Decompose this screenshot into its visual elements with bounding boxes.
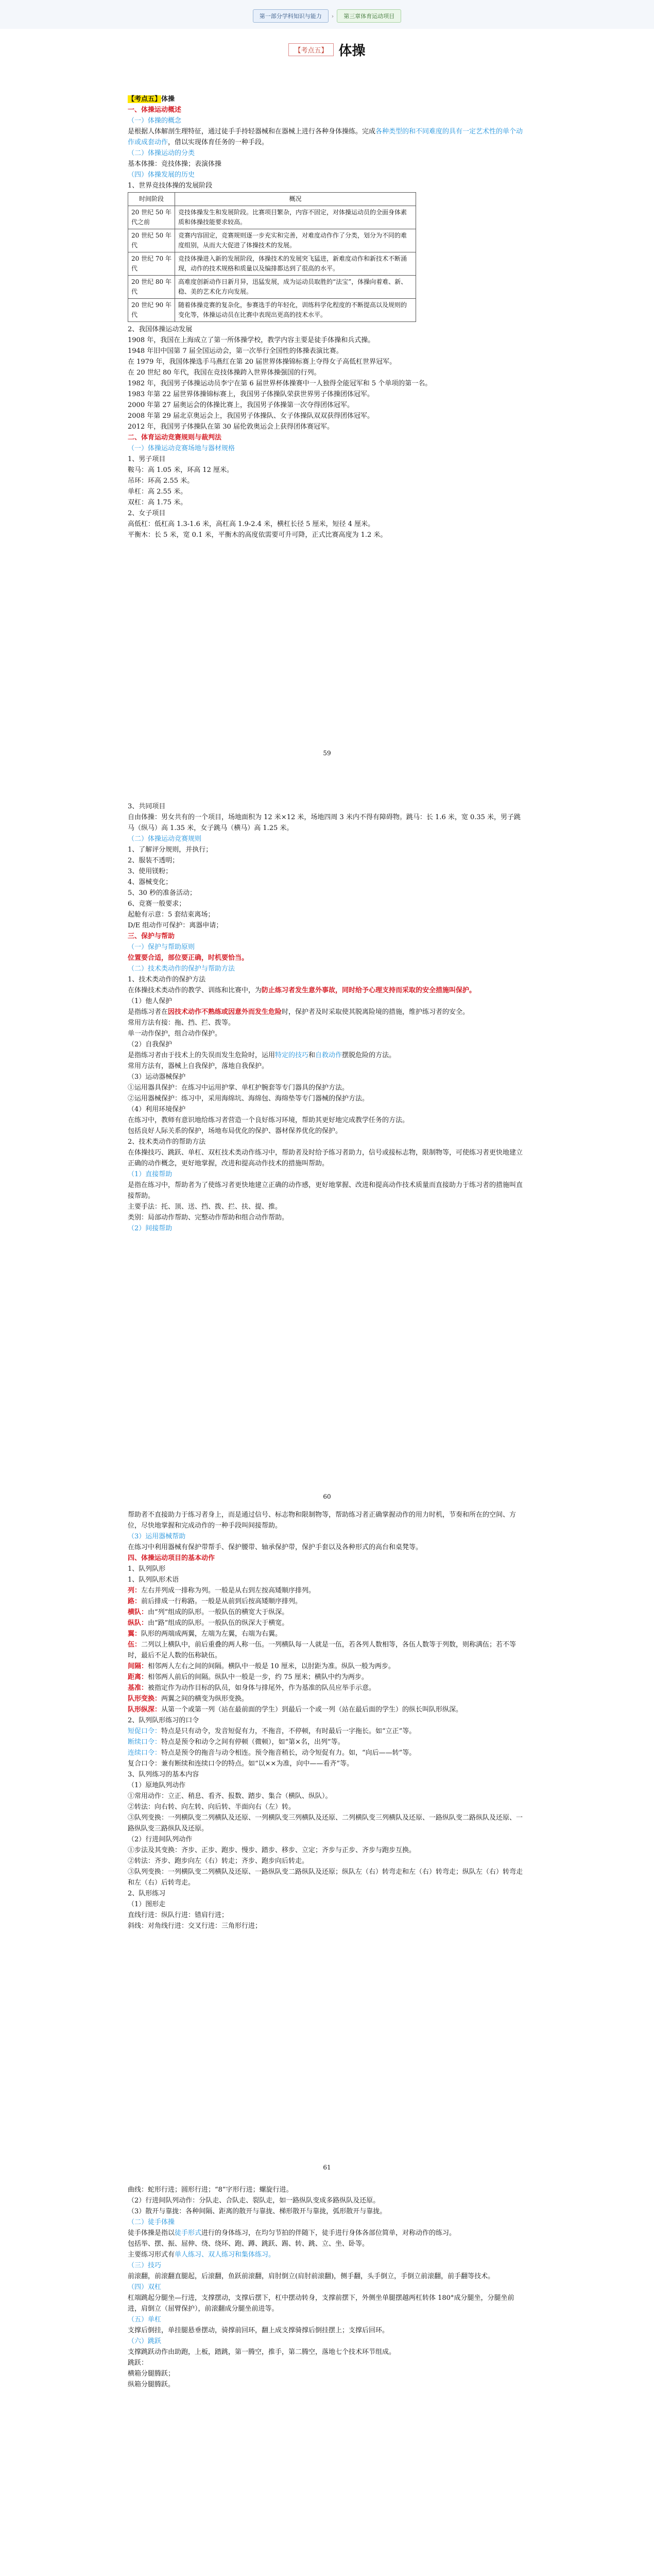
text-run: ，借以实现体育任务的一种手段。: [168, 139, 269, 146]
term-label: 间隔：: [128, 1663, 148, 1670]
paragraph: 单一动作保护，组合动作保护。: [128, 1030, 222, 1038]
paragraph: 支撑后倒挂，单挂腿悬垂摆动，骑撑前回环，翻上成支撑骑撑后倒挂摆上；支撑后回环。: [128, 2327, 389, 2334]
paragraph: 吊环：环高 2.55 米。: [128, 477, 194, 485]
paragraph: 3、队列练习的基本内容: [128, 1771, 199, 1778]
paragraph: 单杠：高 2.55 米。: [128, 488, 187, 496]
table-cell: 竞赛内容固定，竞赛规则逐一步充实和完善，对难度动作作了分类，划分为不同的难度组别，从而大大促进了体操技术的发展。: [175, 229, 416, 252]
table-cell: 20 世纪 80 年代: [128, 276, 175, 299]
highlight-text: 徒手形式: [175, 2229, 202, 2237]
heading-2: （六）跳跃: [128, 2337, 162, 2345]
paragraph: 在体操技巧、跳跃、单杠、双杠技术类动作练习中，帮助者及时给予练习者助力，信号或接标志物，限制物等，可使练习者更快地建立正确的动作概念，更好地掌握，改进和提高动作技术的措施叫帮助。: [128, 1149, 523, 1167]
section-tag: 【考点五】: [128, 95, 162, 103]
term-label: 列：: [128, 1587, 142, 1595]
paragraph: 1、队列队形: [128, 1565, 166, 1573]
paragraph: 跳跃：: [128, 2359, 148, 2367]
paragraph: 1、男子项目: [128, 455, 166, 463]
term-text: 从第一个或第一列（站在最前面的学生）到最后一个或一列（站在最后面的学生）的纵长叫队形纵深。: [161, 1706, 463, 1714]
paragraph: 包括良好人际关系的保护，场地布局优化的保护、器材保养优化的保护。: [128, 1127, 342, 1135]
term-text: 被指定作为动作目标的队员，如身体与排尾外，作为基准的队员应举手示意。: [148, 1684, 376, 1692]
paragraph: （2）行进间队列动作：分队走、合队走、裂队走，如一路纵队变成多路纵队及还原。: [128, 2197, 380, 2205]
heading-2: （二）技术类动作的保护与帮助方法: [128, 965, 235, 973]
term-line: [128, 1748, 527, 1758]
term-text: 两翼之间的横变为纵形变换。: [161, 1695, 249, 1703]
paragraph: 5、30 秒的准备活动；: [128, 889, 196, 897]
paragraph: 是指在练习中，帮助者为了使练习者更快地建立正确的动作感，更好地掌握、改进和提高动作技术质量而直接助力于练习者的措施叫直接帮助。: [128, 1181, 523, 1200]
paragraph: 1983 年第 22 届世界体操锦标赛上，我国男子体操队荣获世界男子体操团体冠军。: [128, 391, 374, 398]
paragraph: 复合口令：兼有断续和连续口令的特点。如“以××为准，向中——看齐”等。: [128, 1760, 354, 1768]
highlight-text: 各种类型的和不同难度的具有一定艺术性的单个动作或成套动作: [128, 128, 523, 146]
section-title: 体操: [161, 95, 175, 103]
term-line: [128, 1618, 527, 1629]
paragraph: ②运用器械保护：练习中，采用海绵坑、海绵包、海绵垫等专门器械的保护方法。: [128, 1095, 369, 1103]
term-text: 相邻两人前后的间隔。纵队中一般是一步，约 75 厘米；横队中约为两步。: [148, 1673, 368, 1681]
paragraph: ①步法及其变换：齐步、正步、跑步、慢步、踏步、移步、立定；齐步与正步、齐步与跑步互换。: [128, 1846, 416, 1854]
paragraph: （2）自我保护: [128, 1041, 173, 1048]
highlight-text: 单人练习、双人练习和集体练习。: [175, 2251, 276, 2259]
paragraph: ③队列变换：一列横队变二列横队及还原、一路纵队变二路纵队及还原；纵队左（右）转弯走和左（右）转弯走；纵队左（右）转弯走和左（右）后转弯走。: [128, 1868, 523, 1887]
table-cell: 竞技体操发生和发展阶段。比赛项目繁杂，内容不固定，对体操运动员的全面身体素质和体操技能要求较高。: [175, 206, 416, 229]
table-row: [128, 229, 416, 252]
paragraph: [128, 2228, 527, 2239]
term-line: [128, 1607, 527, 1618]
heading-3: （3）运用器械帮助: [128, 1533, 186, 1540]
term-label: 短促口令：: [128, 1727, 162, 1735]
heading-2: （二）徒手体操: [128, 2218, 175, 2226]
term-line: [128, 1704, 527, 1715]
paragraph: （2）行进间队列动作: [128, 1836, 193, 1843]
page-number: 60: [323, 1493, 331, 1500]
table-row: [128, 206, 416, 229]
page-title: 体操: [338, 43, 366, 59]
highlight-text: 自救动作: [315, 1052, 342, 1059]
paragraph: 1、了解评分规则，并执行；: [128, 846, 213, 854]
highlight-text: 防止练习者发生意外事故，同时给予心理支持而采取的安全措施叫保护。: [262, 987, 476, 994]
table-row: [128, 299, 416, 322]
key-point: 位置要合适，部位要正确，时机要恰当。: [128, 954, 249, 962]
term-line: [128, 1629, 527, 1639]
paragraph: 常用方法有，器械上自我保护，落地自我保护。: [128, 1062, 269, 1070]
paragraph: 纵箱分腿腾跃。: [128, 2381, 175, 2388]
paragraph: 2、队形练习: [128, 1890, 166, 1897]
breadcrumb-item-part1[interactable]: 第一部分学科知识与能力: [253, 9, 329, 23]
document-page-59: [128, 94, 527, 727]
paragraph: [128, 1050, 527, 1061]
paragraph: 1、队列队形术语: [128, 1576, 179, 1584]
table-cell: 高难度创新动作日新月异，迅猛发展，成为运动员取胜的“法宝”，体操向着难、新、稳、美的艺术化方向发展。: [175, 276, 416, 299]
term-label: 纵队：: [128, 1619, 148, 1627]
paragraph: 3、共同项目: [128, 803, 166, 810]
term-text: 特点是只有动令，发音短促有力，不拖音，不停顿，有时最后一字拖长。如“立正”等。: [161, 1727, 416, 1735]
term-line: [128, 1672, 527, 1683]
term-label: 连续口令：: [128, 1749, 162, 1757]
term-text: 二列以上横队中，前后重叠的两人称一伍。一列横队每一人就是一伍，若各列人数相等，各伍人数等于列数，则称满伍；若不等时，最后不足人数的伍称缺伍。: [128, 1641, 517, 1659]
paragraph: 鞍马：高 1.05 米，环高 12 厘米。: [128, 466, 234, 474]
heading-2: （五）单杠: [128, 2316, 162, 2324]
table-cell: 20 世纪 70 年代: [128, 252, 175, 276]
heading-1: 四、体操运动项目的基本动作: [128, 1554, 215, 1562]
term-line: [128, 1683, 527, 1693]
text-run: 在体操技术类动作的教学、训练和比赛中，为: [128, 987, 262, 994]
table-cell: 竞技体操进入新的发展阶段，体操技术的发展突飞猛进，新难度动作和新技术不断涌现，动作的技术规格和质量以及编排都达到了很高的水平。: [175, 252, 416, 276]
paragraph: [128, 1007, 527, 1018]
table-header-cell: 时间阶段: [128, 193, 175, 206]
paragraph: 常用方法有接：拖、挡、拦、拨等。: [128, 1019, 235, 1027]
breadcrumb-separator: ›: [331, 13, 334, 20]
paragraph: 杠端跳起分腿坐—行进，支撑摆动，支撑后摆下，杠中摆动转身，支撑前摆下，外侧坐单腿摆越两杠转体 180°成分腿坐，分腿坐前进，肩倒立（屈臂保护），前滚翻成分腿坐前进等。: [128, 2294, 514, 2313]
paragraph: 起舱有示意：5 套结束离场；: [128, 911, 215, 919]
heading-1: 二、体育运动竞赛规则与裁判法: [128, 434, 222, 442]
text-run: 摆脱危险的方法。: [342, 1052, 396, 1059]
term-line: [128, 1726, 527, 1737]
text-run: 徒手体操是指以: [128, 2229, 175, 2237]
paragraph: 在 1979 年，我国体操选手马燕红在第 20 届世界体操锦标赛上夺得女子高低杠世界冠军。: [128, 358, 397, 366]
heading-2: （四）双杠: [128, 2283, 162, 2291]
paragraph: 在练习中利用器械有保护带帮手、保护腰带、轴承保护带，保护手套以及各种形式的高台和桌凳等。: [128, 1544, 423, 1551]
paragraph: 2000 年第 27 届奥运会的体操比赛上，我国男子体操第一次夺得团体冠军。: [128, 401, 354, 409]
term-line: [128, 1737, 527, 1748]
term-label: 横队：: [128, 1608, 148, 1616]
paragraph: [128, 126, 527, 148]
term-line: [128, 1596, 527, 1607]
breadcrumb: [0, 9, 654, 23]
paragraph: 2012 年，我国男子体操队在第 30 届伦敦奥运会上获得团体赛冠军。: [128, 423, 334, 431]
term-text: 左右并列成一排称为列。一般是从右到左按高矮顺序排列。: [141, 1587, 316, 1595]
paragraph: 6、竞赛一般要求；: [128, 900, 186, 908]
header-tag: 【考点五】: [288, 43, 333, 56]
paragraph: 基本体操：竞技体操；表演体操: [128, 160, 222, 168]
heading-2: （四）体操发展的历史: [128, 171, 195, 179]
paragraph: 帮助者不直接助力于练习者身上，而是通过信号、标志物和限制物等，帮助练习者正确掌握动作的用力时机，节奏和所在的空间、方位，尽快地掌握和完成动作的一种手段叫间接帮助。: [128, 1511, 517, 1530]
paragraph: （1）他人保护: [128, 997, 173, 1005]
table-row: [128, 252, 416, 276]
paragraph: 斜线：对角线行进：交叉行进：三角形行进；: [128, 1922, 262, 1930]
term-line: [128, 1661, 527, 1672]
paragraph: 2008 年第 29 届北京奥运会上，我国男子体操队、女子体操队双双获得团体冠军。: [128, 412, 374, 420]
heading-3: （2）间接帮助: [128, 1225, 173, 1232]
term-text: 相邻两人左右之间的间隔。横队中一般是 10 厘米，以肘距为准。纵队一般为两步。: [148, 1663, 395, 1670]
paragraph: 1982 年，我国男子体操运动员李宁在第 6 届世界杯体操赛中一人独得全能冠军和 5 个单项的第一名。: [128, 380, 432, 387]
paragraph: ①运用器具保护：在练习中运用护掌、单杠护腕套等专门器具的保护方法。: [128, 1084, 349, 1092]
term-line: [128, 1693, 527, 1704]
paragraph: 2、服装不透明；: [128, 857, 179, 865]
document-page-60: [128, 801, 527, 1486]
paragraph: 1948 年旧中国第 7 届全国运动会，第一次举行全国性的体操表演比赛。: [128, 347, 343, 355]
paragraph: 1908 年，我国在上海成立了第一所体操学校，教学内容主要是徒手体操和兵式操。: [128, 336, 375, 344]
paragraph: 横箱分腿腾跃；: [128, 2370, 175, 2378]
paragraph: 主要手法：托、顶、送、挡、拨、拦、扶、提、推。: [128, 1203, 282, 1211]
paragraph: （3）运动器械保护: [128, 1073, 186, 1081]
paragraph: ②转法：齐步、跑步向左（右）转走；齐步、跑步向后转走。: [128, 1857, 309, 1865]
term-text: 由“列”组成的队形。一般队伍的横宽大于纵深。: [148, 1608, 289, 1616]
paragraph: 2、女子项目: [128, 510, 166, 517]
heading-2: （一）体操运动竞赛场地与器材规格: [128, 445, 235, 452]
paragraph: [128, 985, 527, 996]
text-run: 进行的身体练习，在均匀节拍的伴随下，徒手进行身体各部位简单，对称动作的练习。: [201, 2229, 456, 2237]
paragraph: D/E 组动作可保护：离器申请；: [128, 922, 223, 929]
term-line: [128, 1639, 527, 1661]
heading-1: 一、体操运动概述: [128, 106, 182, 114]
term-label: 队形纵深：: [128, 1706, 162, 1714]
highlight-text: 因技术动作不熟练或因意外而发生危险: [168, 1008, 282, 1016]
table-cell: 随着体操竞赛的复杂化，参赛选手的年轻化，训练科学化程度的不断提高以及规则的变化等，体操运动员在比赛中表现出更高的技术水平。: [175, 299, 416, 322]
term-label: 基准：: [128, 1684, 148, 1692]
term-label: 断续口令：: [128, 1738, 162, 1746]
term-text: 前后排成一行称路。一般是从前到后按高矮顺序排列。: [141, 1598, 302, 1605]
heading-2: （三）技巧: [128, 2262, 162, 2269]
paragraph: 2、队列队形练习的口令: [128, 1717, 199, 1724]
paragraph: 在练习中，教师有意识地给练习者营造一个良好练习环境，帮助其更好地完成教学任务的方法。: [128, 1116, 409, 1124]
paragraph: 2、技术类动作的帮助方法: [128, 1138, 206, 1146]
history-table: [128, 192, 416, 322]
heading-3: （1）直接帮助: [128, 1171, 173, 1178]
paragraph: 自由体操：男女共有的一个项目，场地面积为 12 米×12 米，场地四周 3 米内不得有障碍物。跳马：长 1.6 米，宽 0.35 米，男子跳马（纵马）高 1.35 米，女子跳马（横马）高 1.25 米。: [128, 814, 521, 832]
paragraph: ②转法：向右转、向左转、向后转、半面向右（左）转。: [128, 1803, 296, 1811]
term-text: 由“路”组成的队形。一般队伍的纵深大于横宽。: [148, 1619, 289, 1627]
breadcrumb-item-chapter3[interactable]: 第三章体育运动项目: [337, 9, 401, 23]
heading-1: 三、保护与帮助: [128, 933, 175, 940]
section-heading: [128, 94, 527, 105]
paragraph: 1、世界竞技体操的发展阶段: [128, 182, 213, 190]
table-header-row: [128, 193, 416, 206]
page-number: 59: [323, 750, 331, 757]
term-label: 伍：: [128, 1641, 142, 1649]
term-label: 路：: [128, 1598, 142, 1605]
text-run: 是指练习者由于技术上的失误而发生危险时，运用: [128, 1052, 276, 1059]
paragraph: （1）图形走: [128, 1901, 166, 1908]
paragraph: 直线行进：纵队行进：错肩行进；: [128, 1911, 229, 1919]
heading-2: （一）保护与帮助原则: [128, 943, 195, 951]
paragraph: 类别：局部动作帮助、完整动作帮助和组合动作帮助。: [128, 1214, 289, 1222]
text-run: 是根据人体解剖生理特征，通过徒手手持轻器械和在器械上进行各种身体操练。完成: [128, 128, 376, 135]
table-cell: 20 世纪 90 年代: [128, 299, 175, 322]
text-run: 时，保护者及时采取使其脱离险境的措施，维护练习者的安全。: [282, 1008, 470, 1016]
term-label: 距离：: [128, 1673, 148, 1681]
table-row: [128, 276, 416, 299]
term-label: 翼：: [128, 1630, 142, 1638]
text-run: 主要练习形式有: [128, 2251, 175, 2259]
document-page-62: [128, 2184, 527, 2576]
table-cell: 20 世纪 50 年代之前: [128, 206, 175, 229]
paragraph: （4）利用环境保护: [128, 1106, 186, 1113]
paragraph: 平衡木：长 5 米，宽 0.1 米，平衡木的高度依需要可升可降，正式比赛高度为 1.2 米。: [128, 531, 387, 539]
page-header: [0, 40, 654, 59]
paragraph: 在 20 世纪 80 年代，我国在竞技体操跨入世界体操强国的行列。: [128, 369, 321, 377]
term-line: [128, 1585, 527, 1596]
paragraph: 双杠：高 1.75 米。: [128, 499, 187, 506]
paragraph: 包括举、摆、振、屈伸、绕、绕环、跑、蹲、跳跃、踢、转、跳、立、坐、卧等。: [128, 2240, 369, 2248]
term-label: 队形变换：: [128, 1695, 162, 1703]
paragraph: 1、技术类动作的保护方法: [128, 976, 206, 984]
paragraph: 4、器械变化；: [128, 878, 173, 886]
highlight-text: 特定的技巧: [275, 1052, 309, 1059]
term-text: 队形的两端成两翼，左端为左翼，右端为右翼。: [141, 1630, 282, 1638]
paragraph: 曲线：蛇形行进；圆形行进；“8”字形行进；螺旋行进。: [128, 2186, 293, 2194]
paragraph: ①常用动作：立正、稍息、看齐、报数、踏步、集合（横队、纵队）。: [128, 1792, 332, 1800]
heading-2: （二）体操运动的分类: [128, 149, 195, 157]
heading-2: （二）体操运动竞赛规则: [128, 835, 202, 843]
paragraph: 2、我国体操运动发展: [128, 326, 193, 333]
document-page-61: [128, 1510, 527, 2179]
paragraph: 3、使用镁粉；: [128, 868, 173, 875]
text-run: 和: [308, 1052, 316, 1059]
paragraph: [128, 2249, 527, 2260]
table-header-cell: 概况: [175, 193, 416, 206]
paragraph: （1）原地队列动作: [128, 1782, 186, 1789]
paragraph: 前滚翻，前滚翻直腿起，后滚翻，鱼跃前滚翻，肩肘倒立(肩肘前滚翻)，侧手翻，头手倒立，手倒立前滚翻，前手翻等技术。: [128, 2273, 495, 2280]
heading-2: （一）体操的概念: [128, 117, 182, 125]
paragraph: ③队列变换：一列横队变二列横队及还原、一列横队变三列横队及还原、二列横队变三列横队及还原、一路纵队变二路纵队及还原、一路纵队变三路纵队及还原。: [128, 1814, 523, 1833]
term-text: 特点是预令和动令之间有停顿（微顿），如“第×名，出列”等。: [161, 1738, 345, 1746]
text-run: 是指练习者在: [128, 1008, 168, 1016]
paragraph: （3）散开与靠拢：各种间隔、距离的散开与靠拢、梯形散开与靠拢，弧形散开与靠拢。: [128, 2208, 387, 2215]
paragraph: 高低杠：低杠高 1.3-1.6 米，高杠高 1.9-2.4 米，横杠长径 5 厘米，短径 4 厘米。: [128, 520, 375, 528]
page-number: 61: [323, 2164, 331, 2171]
paragraph: 支撑跳跃动作由助跑，上板，踏跳，第一腾空，推手，第二腾空，落地七个技术环节组成。: [128, 2348, 396, 2356]
table-cell: 20 世纪 50 年代: [128, 229, 175, 252]
term-text: 特点是预令的拖音与动令相连。预令拖音稍长，动令短促有力。如，“向后——转”等。: [161, 1749, 416, 1757]
